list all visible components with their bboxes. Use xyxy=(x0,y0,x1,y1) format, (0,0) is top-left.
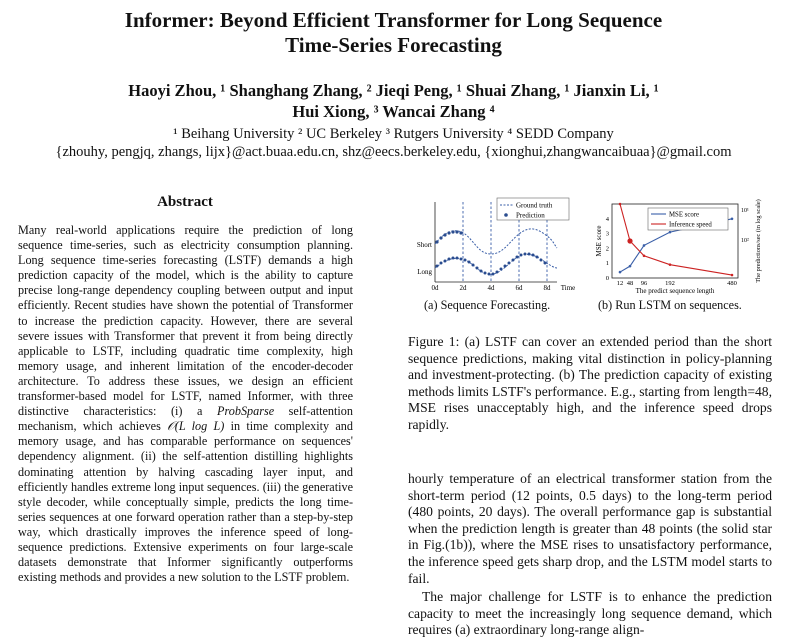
mse-point-192 xyxy=(669,231,672,234)
figure-1a-sequence-forecasting xyxy=(405,196,585,296)
legend-b xyxy=(648,208,728,230)
figure-1-caption: Figure 1: (a) LSTF can cover an extended period than the short sequence predictions, making vital distinction in policy-planning and investment-protecting. (b) The prediction capacity of existing methods limits LSTF's performance. E.g., starting from length=48, MSE rises unacceptably high, and the inference speed drops rapidly. xyxy=(408,334,772,432)
title-line-1: Informer: Beyond Efficient Transformer for Long Sequence xyxy=(124,8,663,32)
speed-point-192 xyxy=(669,263,672,266)
legend-inference-speed: Inference speed xyxy=(669,221,712,229)
x-tick-48: 48 xyxy=(626,280,634,287)
y-tick-3: 3 xyxy=(605,230,609,238)
authors-line-1: Haoyi Zhou, ¹ Shanghang Zhang, ² Jieqi Peng, ¹ Shuai Zhang, ¹ Jianxin Li, ¹ xyxy=(128,81,659,100)
x-tick-192: 192 xyxy=(665,280,675,287)
abstract-part-3: in time complexity and memory usage, and has comparable performance on sequences' dependency alignment. (ii) the self-attention distilling highlights dominating attention by halving cascading layer input, and efficiently handles extreme long input sequences. (iii) the generative style decoder, while conceptually simple, predicts the long time-series sequences at one forward operation rather than a step-by-step way, which drastically improves the inference speed of long-sequence predictions. Extensive experiments on four large-scale datasets demonstrate that Informer significantly outperforms existing methods and provides a new solution to the LSTF problem. xyxy=(18,419,353,585)
figure-1b-lstm-chart xyxy=(592,196,772,296)
y-tick-2: 2 xyxy=(605,245,609,253)
abstract-part-2: self-attention mechanism, which achieves xyxy=(18,404,353,434)
body-paragraph-2: The major challenge for LSTF is to enhance the prediction capacity to meet the increasingly long sequence demand, which requires (a) extraordinary long-range align- xyxy=(408,589,772,638)
x-tick-2d: 2d xyxy=(459,284,467,292)
x-axis-label: Time xyxy=(560,284,576,292)
speed-point-480 xyxy=(731,274,734,277)
mse-point-480 xyxy=(731,218,734,221)
y-axis-label-b: MSE score xyxy=(595,225,603,257)
abstract-probsparse-term: ProbSparse xyxy=(217,404,275,419)
body-text xyxy=(408,471,772,639)
mse-point-48 xyxy=(629,265,632,268)
body-paragraph-1: hourly temperature of an electrical transformer station from the short-term period (12 points, 0.5 days) to the long-term period (480 points, 20 days). The overall performance gap is substantial when the prediction length is greater than 48 points (the solid star in Fig.(1b)), where the MSE rises to unsatisfactory performance, the inference speed gets sharp drop, and the LSTM model starts to fail. xyxy=(408,471,772,586)
star-marker-length-48 xyxy=(627,238,632,243)
x-axis-label-b: The predict sequence length xyxy=(635,287,715,295)
x-tick-8d: 8d xyxy=(543,284,551,292)
x-tick-6d: 6d xyxy=(515,284,523,292)
speed-point-96 xyxy=(643,255,646,258)
abstract-heading: Abstract xyxy=(157,194,213,210)
legend-prediction: Prediction xyxy=(516,211,545,220)
mse-point-12 xyxy=(619,271,622,274)
title-line-2: Time-Series Forecasting xyxy=(285,33,502,57)
y-tick-4: 4 xyxy=(605,215,609,223)
x-tick-480: 480 xyxy=(727,280,737,287)
y2-axis-label: The predictions/sec (in log scale) xyxy=(755,199,762,283)
figure-1a-caption: (a) Sequence Forecasting. xyxy=(424,298,551,312)
legend-mse-score: MSE score xyxy=(669,211,700,219)
figure-1b-caption: (b) Run LSTM on sequences. xyxy=(598,298,742,312)
x-tick-4d: 4d xyxy=(487,284,495,292)
abstract-part-1: Many real-world applications require the prediction of long sequence time-series, such as electricity consumption planning. Long sequence time-series forecasting (LSTF) demands a high prediction capacity of the model, which is the ability to capture precise long-range dependency coupling between output and input efficiently. Recent studies have shown the potential of Transformer to increase the prediction capacity. However, there are several severe issues with Transformer that prevent it from being directly applicable to LSTF, including quadratic time complexity, high memory usage, and inherent limitation of the encoder-decoder architecture. To address these issues, we design an efficient transformer-based model for LSTF, named Informer, with three distinctive characteristics: (i) a xyxy=(18,223,353,419)
affiliations-block xyxy=(0,125,787,161)
abstract-complexity: 𝒪(L log L) xyxy=(167,419,225,434)
y-label-long: Long xyxy=(417,268,432,276)
short-prediction-points xyxy=(435,230,462,243)
authors-line-2: Hui Xiong, ³ Wancai Zhang ⁴ xyxy=(292,102,495,121)
y2-tick-mid: 10² xyxy=(741,238,749,244)
affiliations: ¹ Beihang University ² UC Berkeley ³ Rutgers University ⁴ SEDD Company xyxy=(173,126,614,142)
mse-point-96 xyxy=(643,244,646,247)
y2-tick-top: 10¹ xyxy=(741,208,749,214)
paper-title xyxy=(0,8,787,58)
y-label-short: Short xyxy=(416,241,432,249)
legend-a xyxy=(497,198,569,220)
x-tick-96: 96 xyxy=(640,280,648,287)
author-emails: {zhouhy, pengjq, zhangs, lijx}@act.buaa.edu.cn, shz@eecs.berkeley.edu, {xionghui,zhangwancaibuaa}@gmail.com xyxy=(55,144,732,160)
long-prediction-points xyxy=(436,253,547,276)
abstract-text xyxy=(18,223,353,585)
y-tick-0: 0 xyxy=(605,275,609,282)
x-tick-0d: 0d xyxy=(431,284,439,292)
y-tick-1: 1 xyxy=(605,260,609,268)
legend-ground-truth: Ground truth xyxy=(516,201,553,210)
author-list xyxy=(0,80,787,122)
x-tick-12: 12 xyxy=(616,280,624,287)
speed-point-12 xyxy=(619,203,622,206)
